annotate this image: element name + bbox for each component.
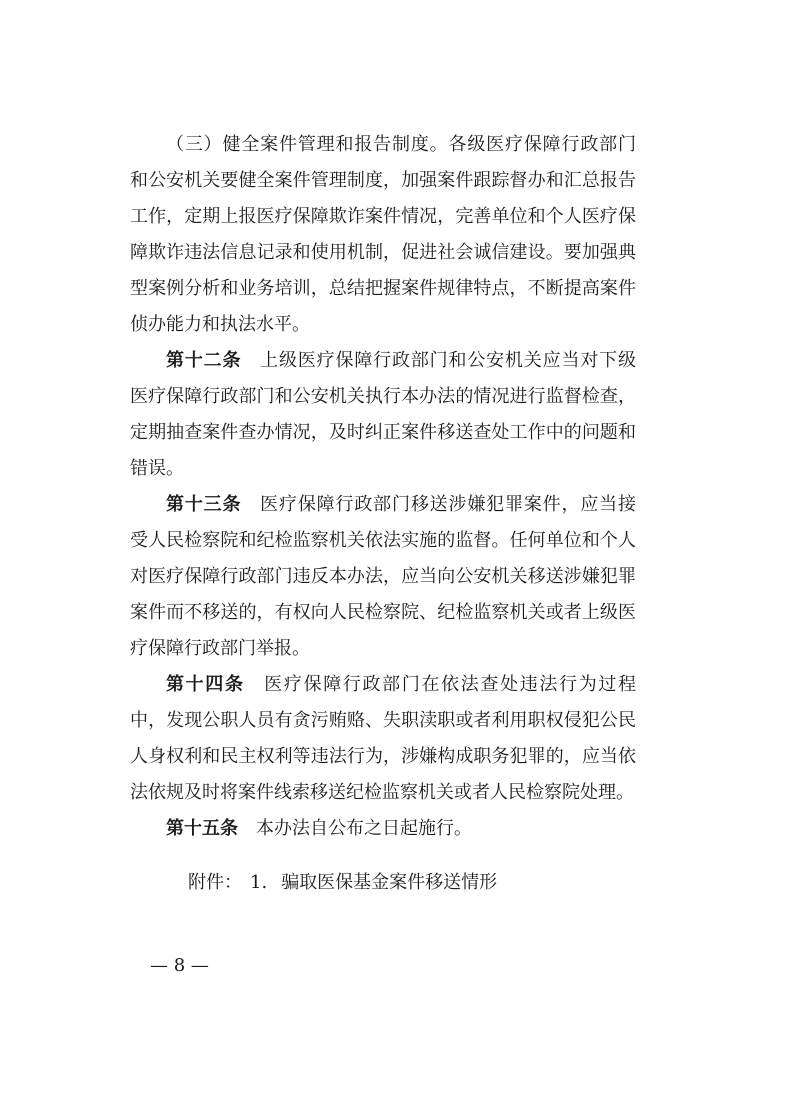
text-line: 法依规及时将案件线索移送纪检监察机关或者人民检察院处理。 xyxy=(130,782,634,803)
article-12-first-line xyxy=(166,344,636,378)
attachment-number: 1. xyxy=(250,872,268,893)
text-line: 对医疗保障行政部门违反本办法，应当向公安机关移送涉嫌犯罪 xyxy=(130,566,636,587)
text-line: 人身权利和民主权利等违法行为，涉嫌构成职务犯罪的，应当依 xyxy=(130,746,636,767)
text-line: 工作，定期上报医疗保障欺诈案件情况，完善单位和个人医疗保 xyxy=(130,206,636,227)
text-line: 案件而不移送的，有权向人民检察院、纪检监察机关或者上级医 xyxy=(130,602,636,623)
page-number: — 8 — xyxy=(150,955,209,976)
text-fragment: 医疗保障行政部门在依法查处违法行为过程 xyxy=(262,674,636,695)
text-line: 医疗保障行政部门和公安机关执行本办法的情况进行监督检查， xyxy=(130,386,636,407)
article-heading: 第十四条 xyxy=(166,674,245,695)
text-line: 侦办能力和执法水平。 xyxy=(130,314,310,335)
article-15-line xyxy=(166,812,636,846)
text-line: 和公安机关要健全案件管理制度，加强案件跟踪督办和汇总报告 xyxy=(130,170,636,191)
attachment-title: 骗取医保基金案件移送情形 xyxy=(281,872,498,893)
text-line: 中，发现公职人员有贪污贿赂、失职渎职或者利用职权侵犯公民 xyxy=(130,710,636,731)
text-line: 障欺诈违法信息记录和使用机制，促进社会诚信建设。要加强典 xyxy=(130,242,636,263)
attachment-line xyxy=(188,866,497,900)
text-fragment: 本办法自公布之日起施行。 xyxy=(256,818,472,839)
article-13-first-line xyxy=(166,488,636,522)
text-fragment: 上级医疗保障行政部门和公安机关应当对下级 xyxy=(259,350,637,371)
article-heading: 第十二条 xyxy=(166,350,242,371)
article-heading: 第十五条 xyxy=(166,818,238,839)
text-line: （三）健全案件管理和报告制度。各级医疗保障行政部门 xyxy=(166,134,636,155)
text-line: 错误。 xyxy=(130,458,184,479)
text-line: 疗保障行政部门举报。 xyxy=(130,638,310,659)
text-line: 受人民检察院和纪检监察机关依法实施的监督。任何单位和个人 xyxy=(130,530,636,551)
text-line: 型案例分析和业务培训，总结把握案件规律特点，不断提高案件 xyxy=(130,278,636,299)
article-heading: 第十三条 xyxy=(166,494,242,515)
text-fragment: 医疗保障行政部门移送涉嫌犯罪案件，应当接 xyxy=(259,494,637,515)
attachment-label: 附件： xyxy=(188,872,242,893)
article-14-first-line xyxy=(166,668,636,702)
text-line: 定期抽查案件查办情况，及时纠正案件移送查处工作中的问题和 xyxy=(130,422,636,443)
